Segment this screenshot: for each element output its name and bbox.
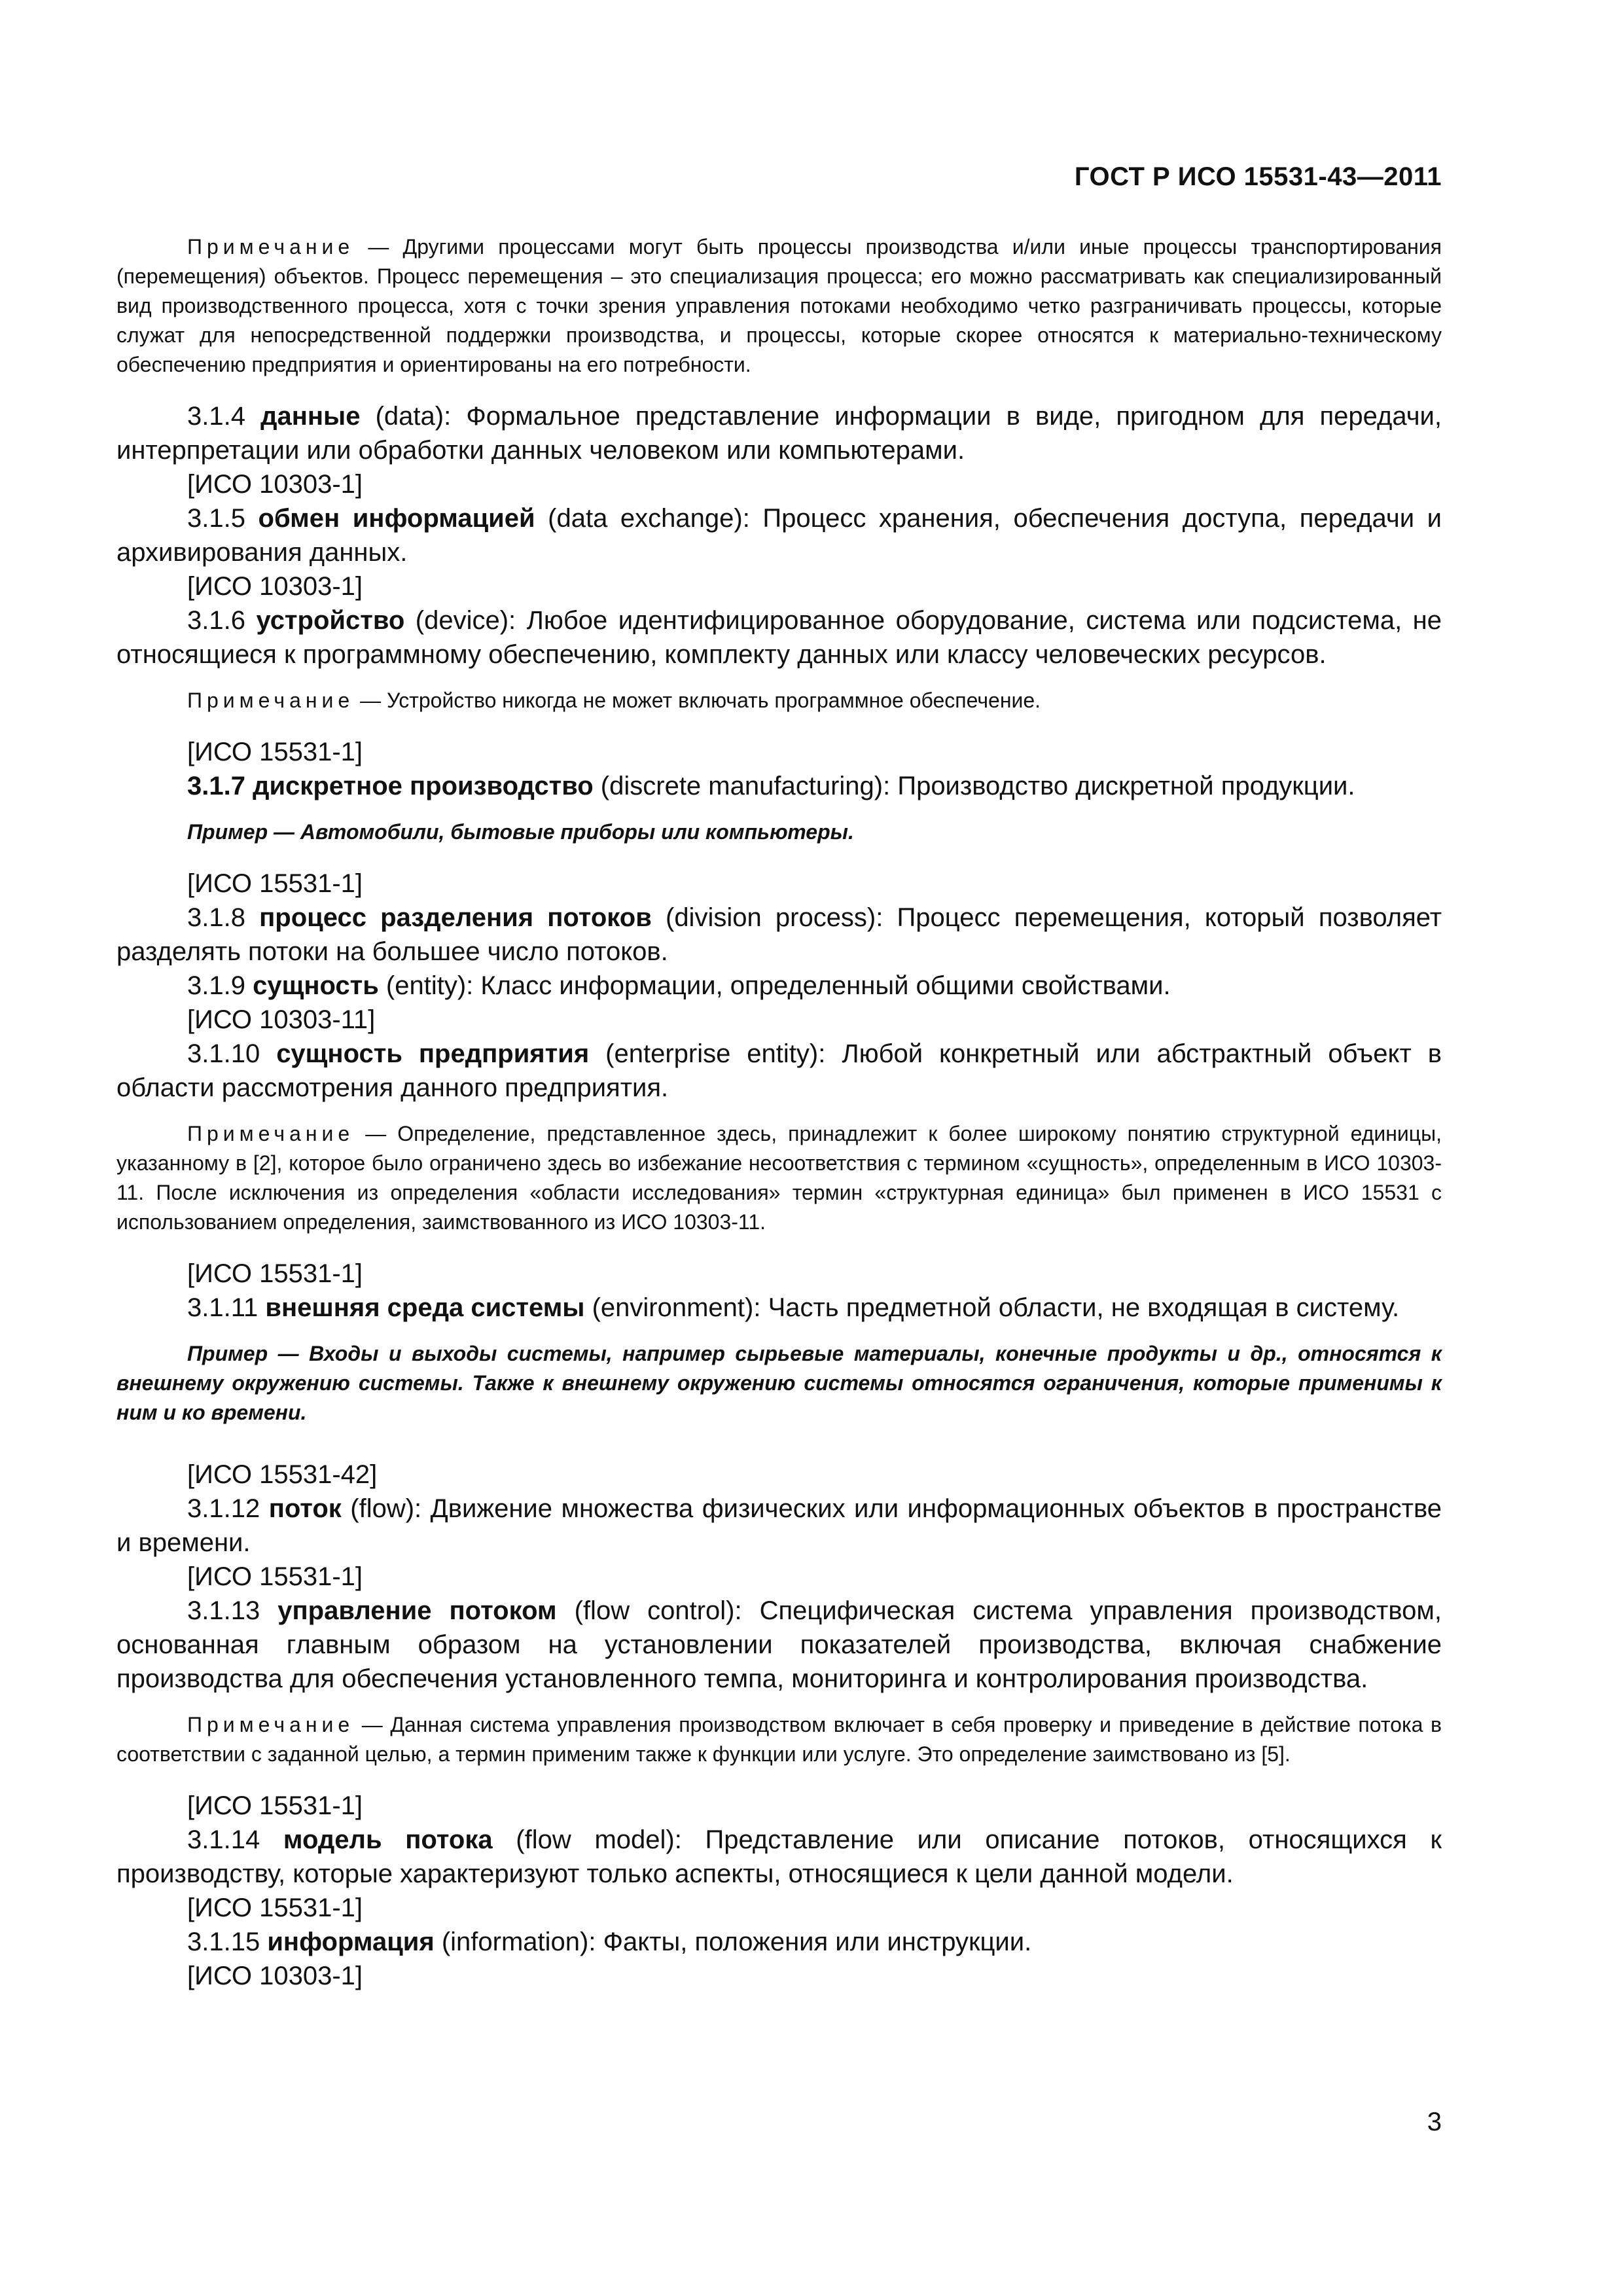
note-paragraph [116, 686, 1442, 715]
term-definition: (information): Факты, положения или инструкции. [434, 1928, 1032, 1956]
term-number: 3.1.14 [187, 1825, 283, 1854]
reference: [ИСО 15531-42] [187, 1460, 378, 1489]
note-paragraph [116, 1119, 1442, 1237]
term-3-1-12 [116, 1492, 1442, 1560]
page-body [116, 232, 1442, 1993]
term-3-1-14 [116, 1823, 1442, 1891]
note-label: Примечание [187, 235, 355, 259]
term-name: управление потоком [277, 1596, 557, 1625]
reference: [ИСО 10303-1] [187, 470, 363, 499]
term-3-1-4 [116, 399, 1442, 467]
term-definition: (enterprise entity): Любой конкретный или абстрактный объект в области рассмотрения данного предприятия. [116, 1039, 1442, 1102]
term-number: 3.1.12 [187, 1494, 269, 1523]
term-3-1-15 [116, 1925, 1442, 1959]
term-definition: (division process): Процесс перемещения, который позволяет разделять потоки на большее число потоков. [116, 903, 1442, 966]
term-definition: (discrete manufacturing): Производство дискретной продукции. [593, 772, 1355, 800]
term-3-1-13 [116, 1594, 1442, 1696]
term-name: процесс разделения потоков [259, 903, 652, 932]
term-3-1-5 [116, 501, 1442, 569]
note-text: — Определение, представленное здесь, принадлежит к более широкому понятию структурной единицы, указанному в [2], которое было ограничено здесь во избежание несоответствия с термином «сущность», определенным в ИСО 10303-11. После исключения из определения «области исследования» термин «структурная единица» был применен в ИСО 15531 с использованием определения, заимствованного из ИСО 10303-11. [116, 1122, 1442, 1234]
term-definition: (entity): Класс информации, определенный общими свойствами. [378, 971, 1171, 1000]
term-number: 3.1.6 [187, 606, 257, 635]
reference: [ИСО 15531-1] [187, 1893, 363, 1922]
example-paragraph: Пример — Входы и выходы системы, например сырьевые материалы, конечные продукты и др., относятся к внешнему окружению системы. Также к внешнему окружению системы относятся ограничения, которые применимы к ним и ко времени. [116, 1342, 1442, 1424]
term-number: 3.1.10 [187, 1039, 277, 1068]
term-name: данные [260, 402, 361, 431]
term-name: поток [268, 1494, 342, 1523]
reference: [ИСО 10303-1] [187, 572, 363, 601]
note-text: — Устройство никогда не может включать программное обеспечение. [354, 689, 1041, 712]
term-definition: (data exchange): Процесс хранения, обеспечения доступа, передачи и архивирования данных. [116, 504, 1442, 567]
term-number: 3.1.8 [187, 903, 260, 932]
term-3-1-11 [116, 1291, 1442, 1325]
term-name: сущность предприятия [276, 1039, 590, 1068]
term-definition: (flow control): Специфическая система управления производством, основанная главным образом на установлении показателей производства, включая снабжение производства для обеспечения установленного темпа, мониторинга и контролирования производства. [116, 1596, 1442, 1693]
reference: [ИСО 15531-1] [187, 1562, 363, 1591]
term-name: обмен информацией [258, 504, 535, 533]
term-name: внешняя среда системы [265, 1293, 585, 1322]
term-3-1-9 [116, 969, 1442, 1003]
term-3-1-6 [116, 603, 1442, 672]
term-number: 3.1.4 [187, 402, 261, 431]
term-name: дискретное производство [253, 772, 594, 800]
term-3-1-10 [116, 1037, 1442, 1105]
term-definition: (flow): Движение множества физических или информационных объектов в пространстве и времени. [116, 1494, 1442, 1557]
term-definition: (data): Формальное представление информации в виде, пригодном для передачи, интерпретации или обработки данных человеком или компьютерами. [116, 402, 1442, 465]
note-text: — Другими процессами могут быть процессы производства и/или иные процессы транспортирования (перемещения) объектов. Процесс перемещения – это специализация процесса; его можно рассматривать как специализированный вид производственного процесса, хотя с точки зрения управления потоками необходимо четко разграничивать процессы, которые служат для непосредственной поддержки производства, и процессы, которые скорее относятся к материально-техническому обеспечению предприятия и ориентированы на его потребности. [116, 235, 1442, 376]
term-name: модель потока [283, 1825, 493, 1854]
note-label: Примечание [187, 1713, 355, 1736]
note-text: — Данная система управления производством включает в себя проверку и приведение в действие потока в соответствии с заданной целью, а термин применим также к функции или услуге. Это определение заимствовано из [5]. [116, 1713, 1442, 1766]
term-definition: (device): Любое идентифицированное оборудование, система или подсистема, не относящиеся к программному обеспечению, комплекту данных или классу человеческих ресурсов. [116, 606, 1442, 669]
term-name: информация [267, 1928, 435, 1956]
term-definition: (environment): Часть предметной области, не входящая в систему. [584, 1293, 1400, 1322]
term-3-1-8 [116, 901, 1442, 969]
reference: [ИСО 10303-1] [187, 1962, 363, 1990]
document-header: ГОСТ Р ИСО 15531-43—2011 [1074, 162, 1442, 191]
reference: [ИСО 15531-1] [187, 869, 363, 898]
note-label: Примечание [187, 1122, 355, 1145]
term-number: 3.1.13 [187, 1596, 278, 1625]
reference: [ИСО 10303-11] [187, 1005, 376, 1034]
reference: [ИСО 15531-1] [187, 1791, 363, 1820]
page-number: 3 [1427, 2108, 1442, 2136]
reference: [ИСО 15531-1] [187, 1259, 363, 1288]
term-number: 3.1.5 [187, 504, 259, 533]
term-number: 3.1.11 [187, 1293, 266, 1322]
term-number: 3.1.9 [187, 971, 253, 1000]
note-label: Примечание [187, 689, 355, 712]
term-name: устройство [256, 606, 405, 635]
example-paragraph: Пример — Автомобили, бытовые приборы или компьютеры. [187, 820, 854, 844]
term-number: 3.1.7 [187, 772, 253, 800]
term-name: сущность [253, 971, 379, 1000]
note-paragraph [116, 1710, 1442, 1769]
term-definition: (flow model): Представление или описание потоков, относящихся к производству, которые характеризуют только аспекты, относящиеся к цели данной модели. [116, 1825, 1442, 1888]
reference: [ИСО 15531-1] [187, 738, 363, 766]
term-number: 3.1.15 [187, 1928, 268, 1956]
term-3-1-7 [116, 769, 1442, 803]
note-paragraph [116, 232, 1442, 380]
